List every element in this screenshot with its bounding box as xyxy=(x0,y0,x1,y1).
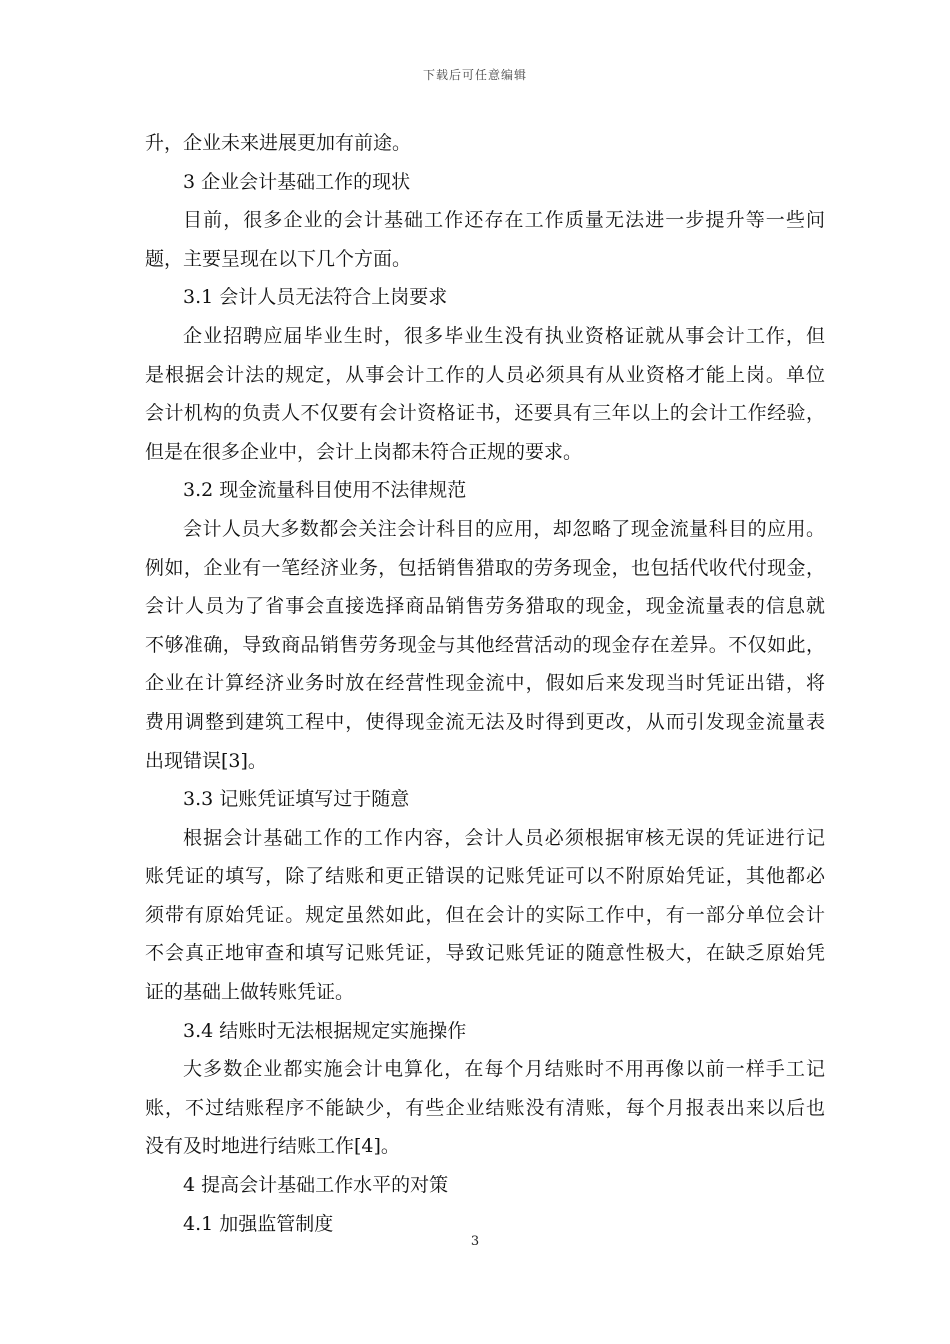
paragraph-line: 会计机构的负责人不仅要有会计资格证书，还要具有三年以上的会计工作经验， xyxy=(145,402,825,425)
section-heading: 3 企业会计基础工作的现状 xyxy=(183,170,411,193)
paragraph-line: 题，主要呈现在以下几个方面。 xyxy=(145,247,412,270)
paragraph-line: 企业招聘应届毕业生时，很多毕业生没有执业资格证就从事会计工作，但 xyxy=(183,324,825,347)
paragraph-line: 会计人员大多数都会关注会计科目的应用，却忽略了现金流量科目的应用。 xyxy=(183,517,825,540)
body-text xyxy=(145,124,825,1243)
subsection-heading: 3.3 记账凭证填写过于随意 xyxy=(183,788,410,811)
paragraph-line: 证的基础上做转账凭证。 xyxy=(145,981,355,1004)
paragraph-line: 例如，企业有一笔经济业务，包括销售猎取的劳务现金，也包括代收代付现金， xyxy=(145,556,825,579)
subsection-heading: 3.4 结账时无法根据规定实施操作 xyxy=(183,1019,467,1042)
page-header: 下载后可任意编辑 xyxy=(422,68,527,82)
paragraph-line: 出现错误[3]。 xyxy=(145,749,267,772)
paragraph-line: 须带有原始凭证。规定虽然如此，但在会计的实际工作中，有一部分单位会计 xyxy=(145,903,825,926)
paragraph-line: 大多数企业都实施会计电算化，在每个月结账时不用再像以前一样手工记 xyxy=(183,1058,825,1081)
page-number: 3 xyxy=(470,1234,480,1249)
paragraph-line: 账，不过结账程序不能缺少，有些企业结账没有清账，每个月报表出来以后也 xyxy=(145,1096,825,1119)
paragraph-line: 是根据会计法的规定，从事会计工作的人员必须具有从业资格才能上岗。单位 xyxy=(145,363,825,386)
paragraph-line: 根据会计基础工作的工作内容，会计人员必须根据审核无误的凭证进行记 xyxy=(183,826,825,849)
paragraph-line: 企业在计算经济业务时放在经营性现金流中，假如后来发现当时凭证出错，将 xyxy=(145,672,825,695)
subsection-heading: 3.2 现金流量科目使用不法律规范 xyxy=(183,479,467,502)
paragraph-line: 不会真正地审查和填写记账凭证，导致记账凭证的随意性极大，在缺乏原始凭 xyxy=(145,942,825,965)
paragraph-line: 没有及时地进行结账工作[4]。 xyxy=(145,1135,400,1158)
paragraph-line: 费用调整到建筑工程中，使得现金流无法及时得到更改，从而引发现金流量表 xyxy=(145,710,825,733)
paragraph-line: 账凭证的填写，除了结账和更正错误的记账凭证可以不附原始凭证，其他都必 xyxy=(145,865,825,888)
paragraph-line: 但是在很多企业中，会计上岗都未符合正规的要求。 xyxy=(145,440,583,463)
paragraph-line: 目前，很多企业的会计基础工作还存在工作质量无法进一步提升等一些问 xyxy=(183,209,825,232)
subsection-heading: 3.1 会计人员无法符合上岗要求 xyxy=(183,286,448,309)
paragraph-line: 不够准确，导致商品销售劳务现金与其他经营活动的现金存在差异。不仅如此， xyxy=(145,633,825,656)
paragraph-line: 升，企业未来进展更加有前途。 xyxy=(145,132,412,154)
section-heading: 4 提高会计基础工作水平的对策 xyxy=(183,1174,449,1197)
subsection-heading: 4.1 加强监管制度 xyxy=(183,1212,334,1235)
paragraph-line: 会计人员为了省事会直接选择商品销售劳务猎取的现金，现金流量表的信息就 xyxy=(145,595,825,618)
